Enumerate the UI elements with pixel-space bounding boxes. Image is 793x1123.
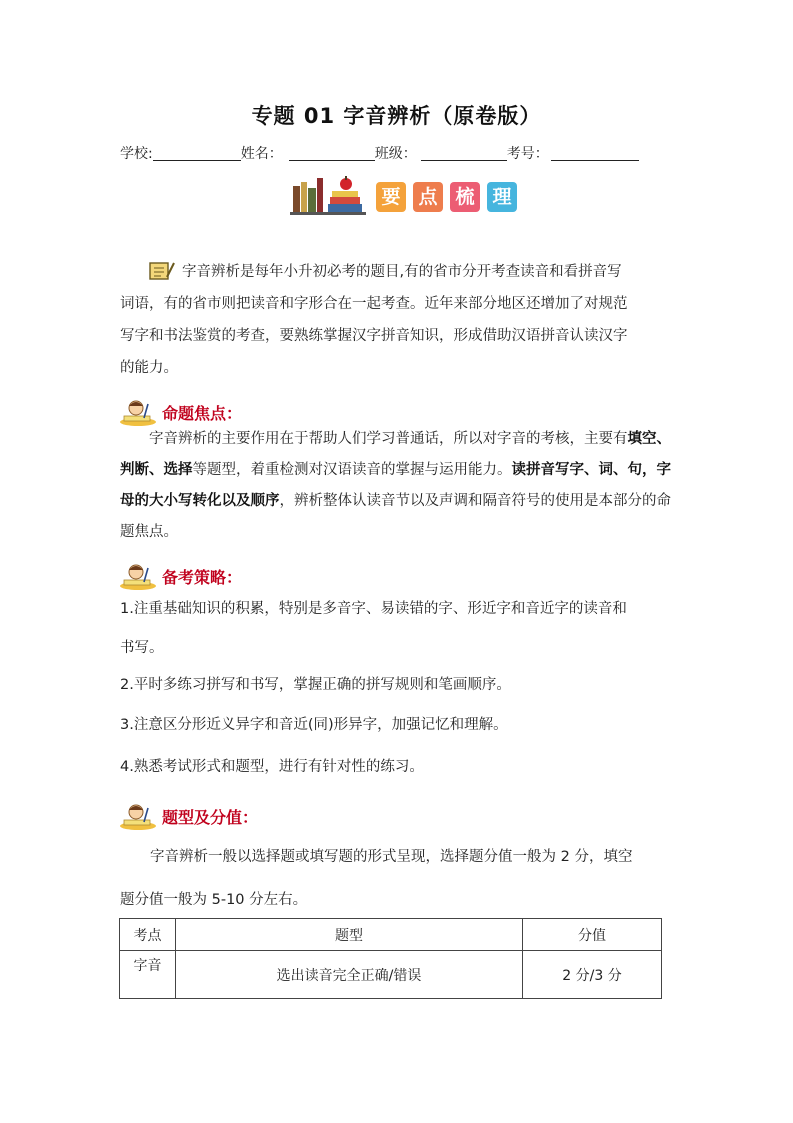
student-info-line <box>120 143 639 163</box>
focus-bold-1: 填空、判断、选择 <box>120 431 671 478</box>
banner-char-text: 要 <box>381 186 401 208</box>
intro-paragraph <box>120 256 696 384</box>
score-table <box>119 918 662 999</box>
page-title: 专题 01 字音辨析（原卷版） <box>251 104 542 128</box>
focus-text-1: 字音辨析的主要作用在于帮助人们学习普通话，所以对字音的考核，主要有 <box>149 431 628 447</box>
types-heading <box>118 801 258 831</box>
banner-char-text: 梳 <box>455 186 475 208</box>
name-blank <box>289 146 375 161</box>
strategy-heading <box>118 561 242 591</box>
intro-line <box>148 256 696 288</box>
table-cell: 选出读音完全正确/错误 <box>176 951 523 999</box>
table-header-cell: 分值 <box>523 919 662 951</box>
banner-char-2 <box>413 182 443 212</box>
types-desc-a: 字音辨析一般以选择题或填写题的形式呈现，选择题分值一般为 2 分，填空 <box>150 849 633 865</box>
student-writing-icon <box>118 802 158 830</box>
exam-no-blank <box>551 146 639 161</box>
table-header-cell: 考点 <box>120 919 176 951</box>
intro-text-1: 字音辨析是每年小升初必考的题目,有的省市分开考查读音和看拼音写 <box>182 264 622 280</box>
notebook-pencil-icon <box>148 260 176 282</box>
student-writing-icon <box>118 562 158 590</box>
types-desc-b: 题分值一般为 5-10 分左右。 <box>120 892 308 908</box>
strategy-item-1b: 书写。 <box>120 640 164 656</box>
focus-text-2: 等题型，着重检测对汉语读音的掌握与运用能力。 <box>192 462 512 478</box>
strategy-heading-text: 备考策略： <box>162 567 243 587</box>
table-row <box>120 951 662 999</box>
banner-char-1 <box>376 182 406 212</box>
focus-text-3: ，辨析整体认读音节以及声调和隔音符号的使用是本部分的命题焦点。 <box>120 493 671 540</box>
table-cell: 字音 <box>120 951 176 999</box>
focus-paragraph <box>120 424 680 548</box>
books-apple-icon <box>288 174 368 216</box>
strategy-item-2: 2.平时多练习拼写和书写，掌握正确的拼写规则和笔画顺序。 <box>120 677 511 693</box>
table-cell: 2 分/3 分 <box>523 951 662 999</box>
school-label: 学校: <box>120 146 153 162</box>
banner-char-text: 点 <box>418 186 438 208</box>
focus-heading-text: 命题焦点： <box>162 403 243 423</box>
table-header-cell: 题型 <box>176 919 523 951</box>
exam-no-label: 考号： <box>506 146 549 162</box>
class-label: 班级： <box>374 146 417 162</box>
focus-heading <box>118 397 242 427</box>
intro-text-2: 词语，有的省市则把读音和字形合在一起考查。近年来部分地区还增加了对规范 <box>120 296 628 312</box>
table-header-row <box>120 919 662 951</box>
school-blank <box>153 146 241 161</box>
intro-text-4: 的能力。 <box>120 360 178 376</box>
focus-bold-2: 读拼音写字、词、句，字母的大小写转化以及顺序 <box>120 462 671 509</box>
strategy-item-4: 4.熟悉考试形式和题型，进行有针对性的练习。 <box>120 759 424 775</box>
student-writing-icon <box>118 398 158 426</box>
banner-char-text: 理 <box>492 186 512 208</box>
banner-char-3 <box>450 182 480 212</box>
strategy-item-3: 3.注意区分形近义异字和音近(同)形异字，加强记忆和理解。 <box>120 717 508 733</box>
banner-char-4 <box>487 182 517 212</box>
name-label: 姓名： <box>240 146 283 162</box>
types-heading-text: 题型及分值： <box>162 807 259 827</box>
strategy-item-1a: 1.注重基础知识的积累，特别是多音字、易读错的字、形近字和音近字的读音和 <box>120 601 627 617</box>
class-blank <box>421 146 507 161</box>
intro-text-3: 写字和书法鉴赏的考查，要熟练掌握汉字拼音知识，形成借助汉语拼音认读汉字 <box>120 328 628 344</box>
key-points-banner <box>288 174 528 216</box>
